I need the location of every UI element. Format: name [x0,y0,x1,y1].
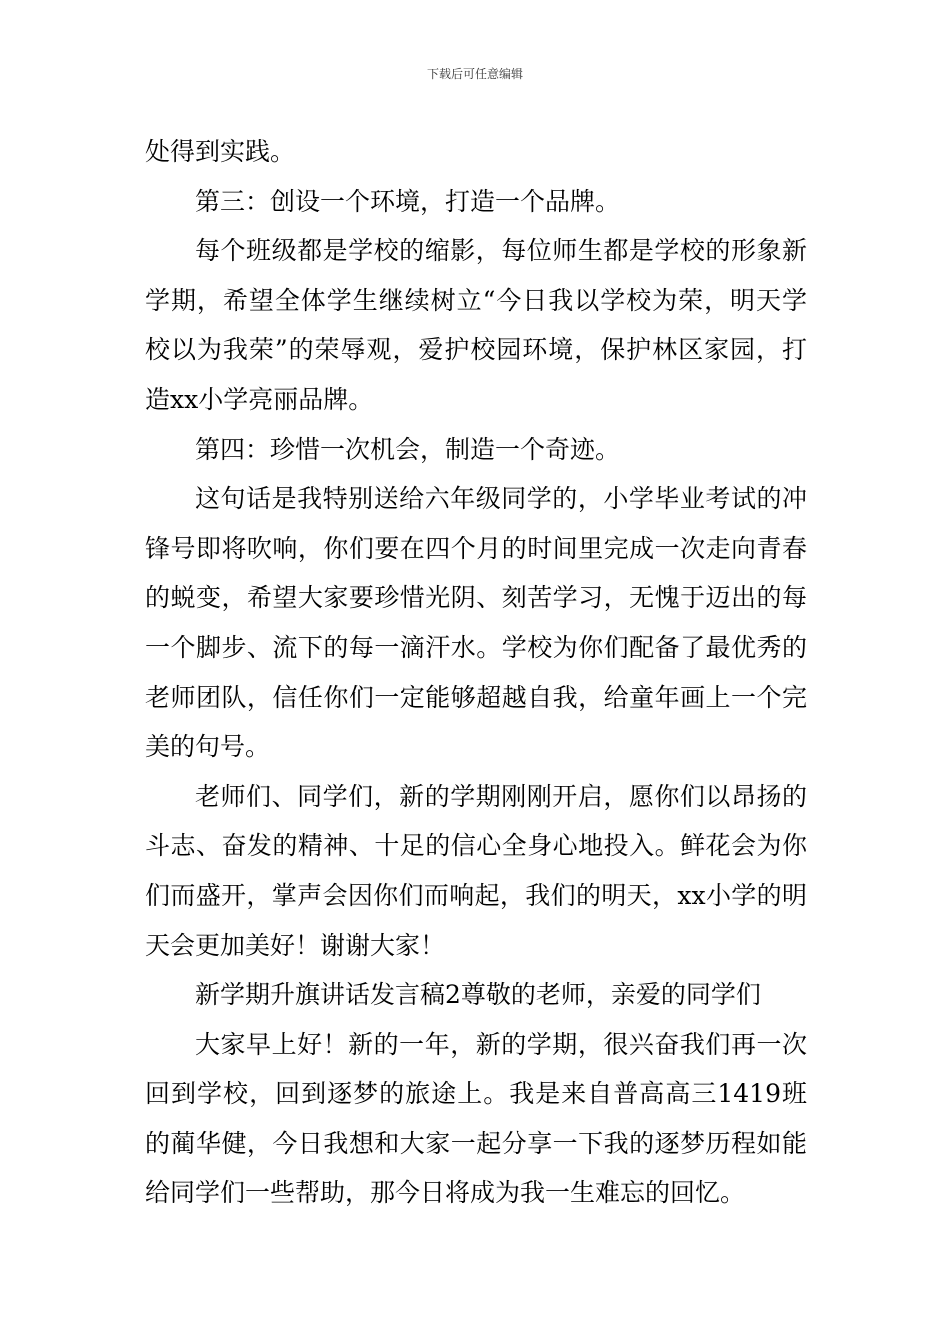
paragraph-7: 新学期升旗讲话发言稿2尊敬的老师，亲爱的同学们 [195,980,761,1010]
document-body [145,127,807,1218]
paragraph-2: 第三：创设一个环境，打造一个品牌。 [195,186,621,216]
paragraph-3: 每个班级都是学校的缩影，每位师生都是学校的形象新学期，希望全体学生继续树立“今日我以学校为荣，明天学校以为我荣”的荣辱观，爱护校园环境，保护林区家园，打造xx小学亮丽品牌。 [145,236,807,414]
paragraph-4: 第四：珍惜一次机会，制造一个奇迹。 [195,434,621,464]
page-header: 下载后可任意编辑 [426,67,523,81]
paragraph-5: 这句话是我特别送给六年级同学的，小学毕业考试的冲锋号即将吹响，你们要在四个月的时间里完成一次走向青春的蜕变，希望大家要珍惜光阴、刻苦学习，无愧于迈出的每一个脚步、流下的每一滴汗水。学校为你们配备了最优秀的老师团队，信任你们一定能够超越自我，给童年画上一个完美的句号。 [145,484,807,762]
paragraph-6: 老师们、同学们，新的学期刚刚开启，愿你们以昂扬的斗志、奋发的精神、十足的信心全身心地投入。鲜花会为你们而盛开，掌声会因你们而响起，我们的明天，xx小学的明天会更加美好！谢谢大家！ [145,781,807,960]
paragraph-1: 处得到实践。 [145,137,296,166]
paragraph-8: 大家早上好！新的一年，新的学期，很兴奋我们再一次回到学校，回到逐梦的旅途上。我是来自普高高三1419班的蔺华健，今日我想和大家一起分享一下我的逐梦历程如能给同学们一些帮助，那今日将成为我一生难忘的回忆。 [145,1029,807,1208]
